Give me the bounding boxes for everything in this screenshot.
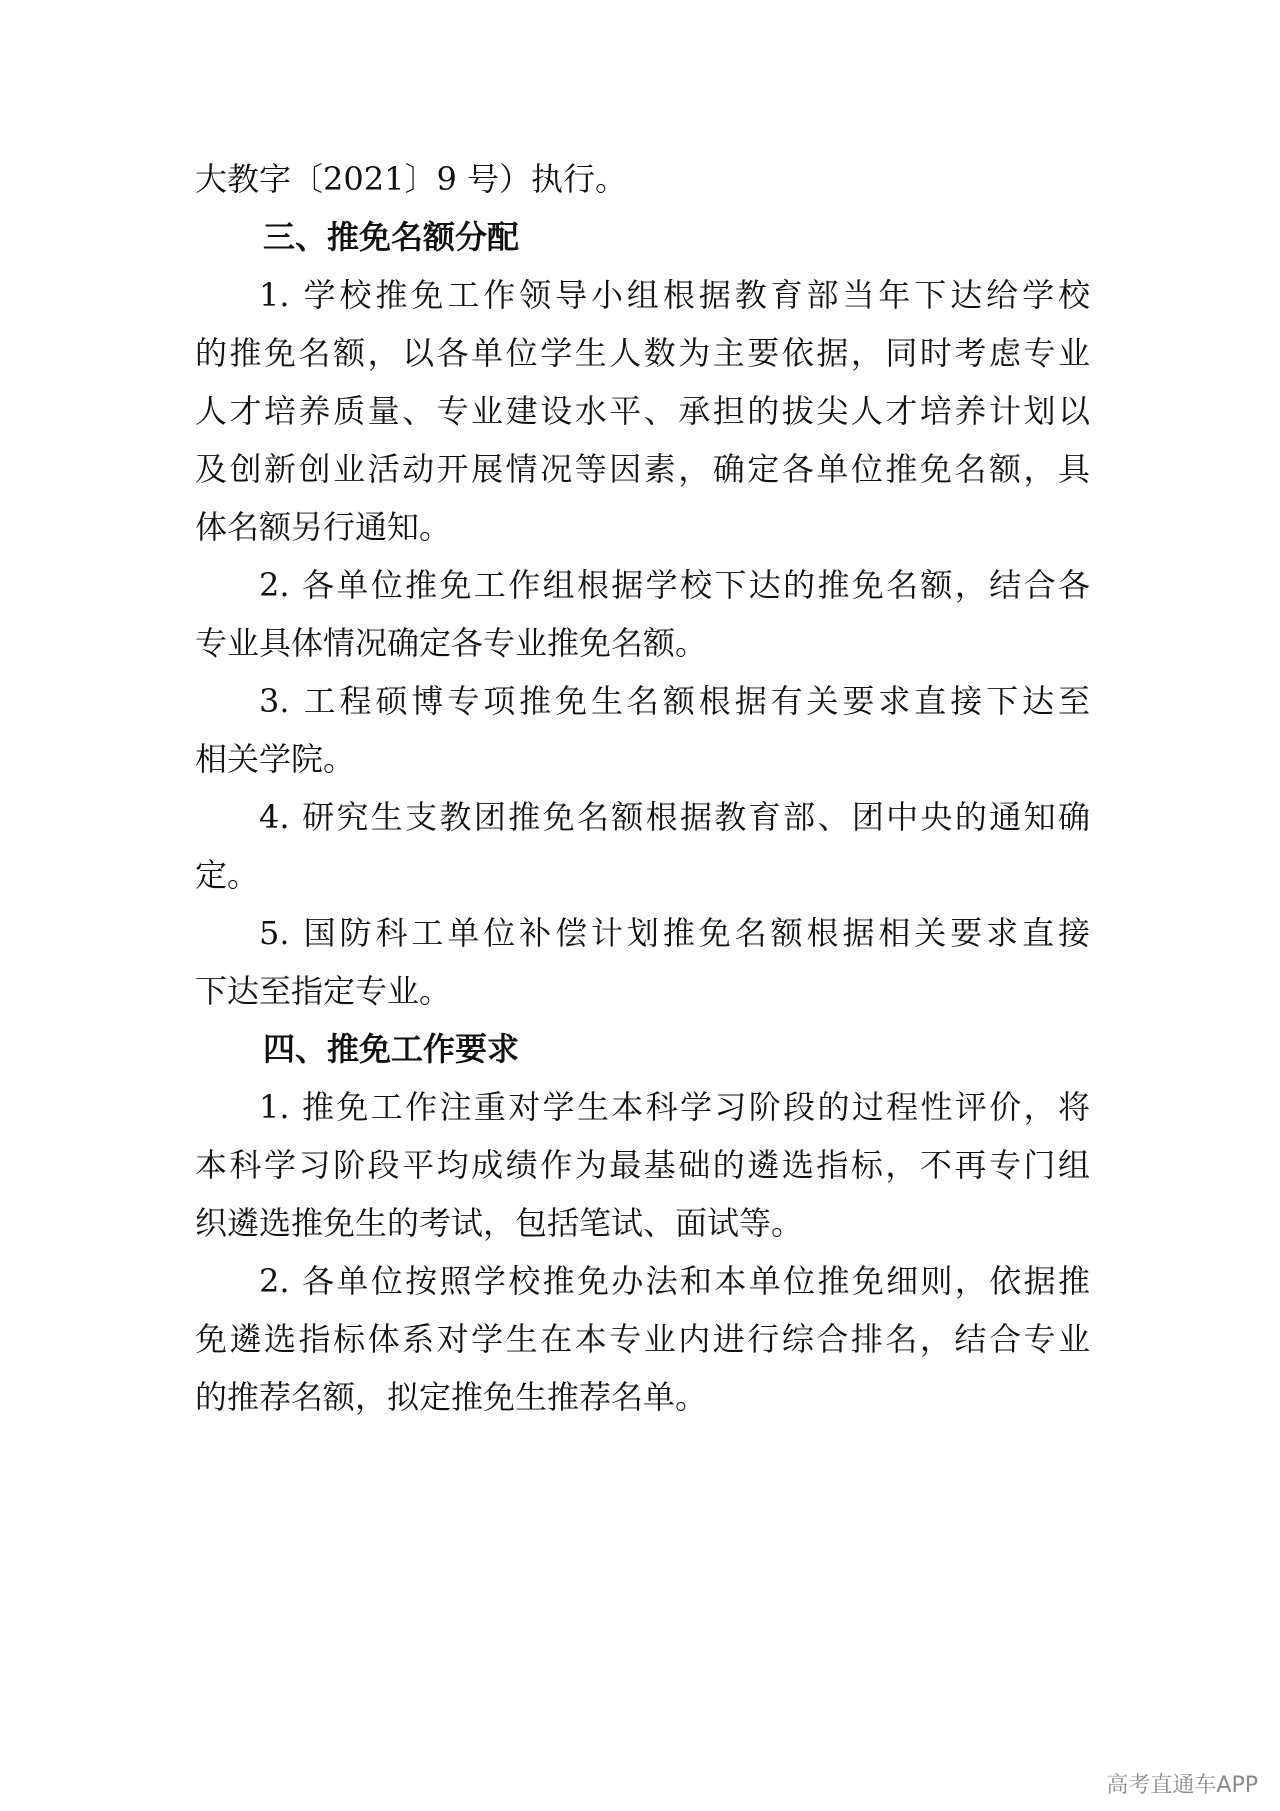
paragraph-line: 5. 国防科工单位补偿计划推免名额根据相关要求直接 xyxy=(259,914,1090,952)
paragraph-line: 的推免名额，以各单位学生人数为主要依据，同时考虑专业 xyxy=(195,334,1090,372)
section-heading: 三、推免名额分配 xyxy=(263,218,520,256)
document-page xyxy=(195,150,1090,1426)
paragraph-line: 体名额另行通知。 xyxy=(195,508,452,546)
paragraph-line: 2. 各单位推免工作组根据学校下达的推免名额，结合各 xyxy=(259,566,1090,604)
paragraph-line: 织遴选推免生的考试，包括笔试、面试等。 xyxy=(195,1204,804,1242)
paragraph-line: 定。 xyxy=(195,856,260,894)
watermark-text: 高考直通车APP xyxy=(1106,1773,1258,1798)
paragraph-line: 免遴选指标体系对学生在本专业内进行综合排名，结合专业 xyxy=(195,1320,1090,1358)
paragraph-line: 3. 工程硕博专项推免生名额根据有关要求直接下达至 xyxy=(259,682,1090,720)
paragraph-line: 专业具体情况确定各专业推免名额。 xyxy=(195,624,708,662)
paragraph-line: 本科学习阶段平均成绩作为最基础的遴选指标，不再专门组 xyxy=(195,1146,1090,1184)
paragraph-line: 下达至指定专业。 xyxy=(195,972,452,1010)
paragraph-line: 相关学院。 xyxy=(195,740,356,778)
section-heading: 四、推免工作要求 xyxy=(263,1030,520,1068)
paragraph-line: 的推荐名额，拟定推免生推荐名单。 xyxy=(195,1378,708,1416)
paragraph-line: 2. 各单位按照学校推免办法和本单位推免细则，依据推 xyxy=(259,1262,1090,1300)
paragraph-line: 及创新创业活动开展情况等因素，确定各单位推免名额，具 xyxy=(195,450,1090,488)
paragraph-line: 人才培养质量、专业建设水平、承担的拔尖人才培养计划以 xyxy=(195,392,1090,430)
paragraph-line: 大教字〔2021〕9 号）执行。 xyxy=(195,160,627,198)
paragraph-line: 1. 推免工作注重对学生本科学习阶段的过程性评价，将 xyxy=(259,1088,1090,1126)
paragraph-line: 1. 学校推免工作领导小组根据教育部当年下达给学校 xyxy=(259,276,1090,314)
paragraph-line: 4. 研究生支教团推免名额根据教育部、团中央的通知确 xyxy=(259,798,1090,836)
